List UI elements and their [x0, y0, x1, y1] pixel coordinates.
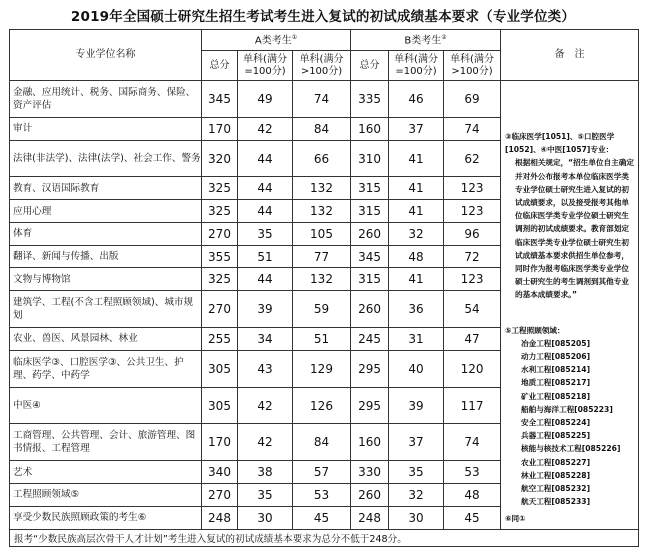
major-name: 金融、应用统计、税务、国际商务、保险、资产评估 [10, 81, 202, 118]
a-total: 305 [202, 387, 238, 424]
b-single-gt100: 48 [444, 484, 501, 507]
b-single-gt100: 123 [444, 177, 501, 200]
a-total: 325 [202, 177, 238, 200]
b-single100: 35 [389, 461, 444, 484]
b-total: 315 [351, 177, 389, 200]
b-single-gt100: 45 [444, 506, 501, 529]
b-single-gt100: 72 [444, 245, 501, 268]
b-single100: 46 [389, 81, 444, 118]
major-name: 翻译、新闻与传播、出版 [10, 245, 202, 268]
header-a-total: 总分 [202, 51, 238, 81]
a-single-gt100: 132 [293, 268, 351, 291]
engineering-field-item: 动力工程[085206] [521, 352, 591, 362]
b-total: 345 [351, 245, 389, 268]
a-single100: 42 [238, 387, 293, 424]
b-total: 160 [351, 424, 389, 461]
b-single100: 37 [389, 424, 444, 461]
b-single100: 30 [389, 506, 444, 529]
a-single-gt100: 57 [293, 461, 351, 484]
header-b-single-gt100: 单科(满分>100分) [444, 51, 501, 81]
major-name: 应用心理 [10, 200, 202, 223]
b-single100: 37 [389, 117, 444, 140]
engineering-field-item: 兵器工程[085225] [521, 431, 591, 441]
b-single-gt100: 62 [444, 140, 501, 177]
major-name: 审计 [10, 117, 202, 140]
b-single100: 41 [389, 268, 444, 291]
a-total: 248 [202, 506, 238, 529]
b-single-gt100: 54 [444, 291, 501, 328]
footer-note: 报考“少数民族高层次骨干人才计划”考生进入复试的初试成绩基本要求为总分不低于248分。 [10, 529, 639, 546]
a-single100: 42 [238, 117, 293, 140]
a-single-gt100: 132 [293, 200, 351, 223]
a-single-gt100: 51 [293, 328, 351, 351]
a-total: 320 [202, 140, 238, 177]
b-single100: 41 [389, 140, 444, 177]
major-name: 享受少数民族照顾政策的考生⑥ [10, 506, 202, 529]
engineering-field-item: 航天工程[085233] [521, 497, 591, 507]
engineering-field-item: 农业工程[085227] [521, 457, 591, 467]
b-single-gt100: 123 [444, 268, 501, 291]
a-single100: 44 [238, 177, 293, 200]
b-total: 260 [351, 484, 389, 507]
b-total: 295 [351, 387, 389, 424]
table-row [10, 81, 639, 118]
major-name: 文物与博物馆 [10, 268, 202, 291]
engineering-field-item: 船舶与海洋工程[085223] [521, 404, 613, 414]
engineering-field-item: 核能与核技术工程[085226] [521, 444, 621, 454]
a-single100: 35 [238, 484, 293, 507]
b-total: 315 [351, 200, 389, 223]
a-single100: 44 [238, 268, 293, 291]
header-a-single-gt100: 单科(满分>100分) [293, 51, 351, 81]
a-total: 325 [202, 200, 238, 223]
a-single-gt100: 77 [293, 245, 351, 268]
footer-row [10, 529, 639, 546]
b-total: 160 [351, 117, 389, 140]
a-single-gt100: 84 [293, 424, 351, 461]
a-total: 340 [202, 461, 238, 484]
major-name: 临床医学③、口腔医学③、公共卫生、护理、药学、中药学 [10, 350, 202, 387]
major-name: 工程照顾领域⑤ [10, 484, 202, 507]
a-single-gt100: 53 [293, 484, 351, 507]
a-total: 355 [202, 245, 238, 268]
b-single-gt100: 74 [444, 424, 501, 461]
a-total: 170 [202, 424, 238, 461]
engineering-field-item: 地质工程[085217] [521, 378, 591, 388]
b-single-gt100: 69 [444, 81, 501, 118]
b-single-gt100: 120 [444, 350, 501, 387]
major-name: 中医④ [10, 387, 202, 424]
header-b-group: B类考生② [351, 30, 501, 51]
b-single100: 36 [389, 291, 444, 328]
a-single100: 42 [238, 424, 293, 461]
a-total: 270 [202, 222, 238, 245]
a-single-gt100: 132 [293, 177, 351, 200]
a-single-gt100: 105 [293, 222, 351, 245]
a-total: 270 [202, 291, 238, 328]
a-single-gt100: 59 [293, 291, 351, 328]
engineering-field-item: 林业工程[085228] [521, 470, 591, 480]
b-single100: 39 [389, 387, 444, 424]
b-single-gt100: 96 [444, 222, 501, 245]
b-total: 330 [351, 461, 389, 484]
b-total: 310 [351, 140, 389, 177]
a-total: 325 [202, 268, 238, 291]
a-single100: 38 [238, 461, 293, 484]
page-title: 2019年全国硕士研究生招生考试考生进入复试的初试成绩基本要求（专业学位类） [70, 9, 576, 25]
engineering-field-item: 冶金工程[085205] [521, 338, 591, 348]
engineering-field-item: 水利工程[085214] [521, 365, 591, 375]
a-total: 305 [202, 350, 238, 387]
a-single100: 44 [238, 200, 293, 223]
major-name: 工商管理、公共管理、会计、旅游管理、图书情报、工程管理 [10, 424, 202, 461]
b-total: 245 [351, 328, 389, 351]
engineering-field-item: 矿业工程[085218] [521, 391, 591, 401]
b-total: 315 [351, 268, 389, 291]
b-total: 260 [351, 291, 389, 328]
a-single100: 39 [238, 291, 293, 328]
header-b-total: 总分 [351, 51, 389, 81]
major-name: 艺术 [10, 461, 202, 484]
b-single100: 31 [389, 328, 444, 351]
a-single100: 49 [238, 81, 293, 118]
engineering-field-list [505, 337, 634, 509]
b-single100: 32 [389, 484, 444, 507]
b-single-gt100: 47 [444, 328, 501, 351]
b-single-gt100: 74 [444, 117, 501, 140]
a-single-gt100: 126 [293, 387, 351, 424]
b-single-gt100: 123 [444, 200, 501, 223]
header-a-single100: 单科(满分=100分) [238, 51, 293, 81]
major-name: 法律(非法学)、法律(法学)、社会工作、警务 [10, 140, 202, 177]
b-total: 248 [351, 506, 389, 529]
a-single-gt100: 45 [293, 506, 351, 529]
a-single-gt100: 84 [293, 117, 351, 140]
b-single-gt100: 53 [444, 461, 501, 484]
a-single100: 34 [238, 328, 293, 351]
a-total: 270 [202, 484, 238, 507]
major-name: 体育 [10, 222, 202, 245]
score-table [9, 29, 639, 547]
b-single-gt100: 117 [444, 387, 501, 424]
b-single100: 48 [389, 245, 444, 268]
engineering-field-item: 航空工程[085232] [521, 484, 591, 494]
remark-medical-body: 根据相关规定，“招生单位自主确定并对外公布报考本单位临床医学类专业学位硕士研究生进入复试的初试成绩要求，以及接受报考其他单位临床医学类专业学位硕士研究生调剂的初试成绩要求。教育部划定临床医学类专业学位硕士研究生初试成绩基本要求供招生单位参考，同时作为报考临床医学类专业学位硕士研究生的考生调剂到其他专业的基本成绩要求。” [515, 158, 634, 300]
b-single100: 40 [389, 350, 444, 387]
header-major: 专业学位名称 [10, 30, 202, 81]
a-total: 255 [202, 328, 238, 351]
engineering-field-item: 安全工程[085224] [521, 418, 591, 428]
a-single-gt100: 66 [293, 140, 351, 177]
remark-engineering-head: ⑤工程照顾领域： [505, 325, 565, 335]
a-single-gt100: 129 [293, 350, 351, 387]
remarks-cell [501, 81, 639, 530]
a-single100: 44 [238, 140, 293, 177]
b-single100: 41 [389, 177, 444, 200]
major-name: 建筑学、工程(不含工程照顾领域)、城市规划 [10, 291, 202, 328]
a-single-gt100: 74 [293, 81, 351, 118]
a-single100: 30 [238, 506, 293, 529]
remark-same-as: ⑥同① [505, 514, 526, 524]
b-total: 295 [351, 350, 389, 387]
b-total: 335 [351, 81, 389, 118]
header-a-group: A类考生① [202, 30, 351, 51]
a-total: 345 [202, 81, 238, 118]
a-single100: 43 [238, 350, 293, 387]
a-single100: 51 [238, 245, 293, 268]
header-b-single100: 单科(满分=100分) [389, 51, 444, 81]
remark-medical-head: ③临床医学[1051]、⑤口腔医学[1052]、④中医[1057]专业： [505, 132, 615, 155]
b-single100: 41 [389, 200, 444, 223]
major-name: 农业、兽医、风景园林、林业 [10, 328, 202, 351]
a-total: 170 [202, 117, 238, 140]
a-single100: 35 [238, 222, 293, 245]
b-single100: 32 [389, 222, 444, 245]
b-total: 260 [351, 222, 389, 245]
major-name: 教育、汉语国际教育 [10, 177, 202, 200]
header-remarks: 备 注 [501, 30, 639, 81]
